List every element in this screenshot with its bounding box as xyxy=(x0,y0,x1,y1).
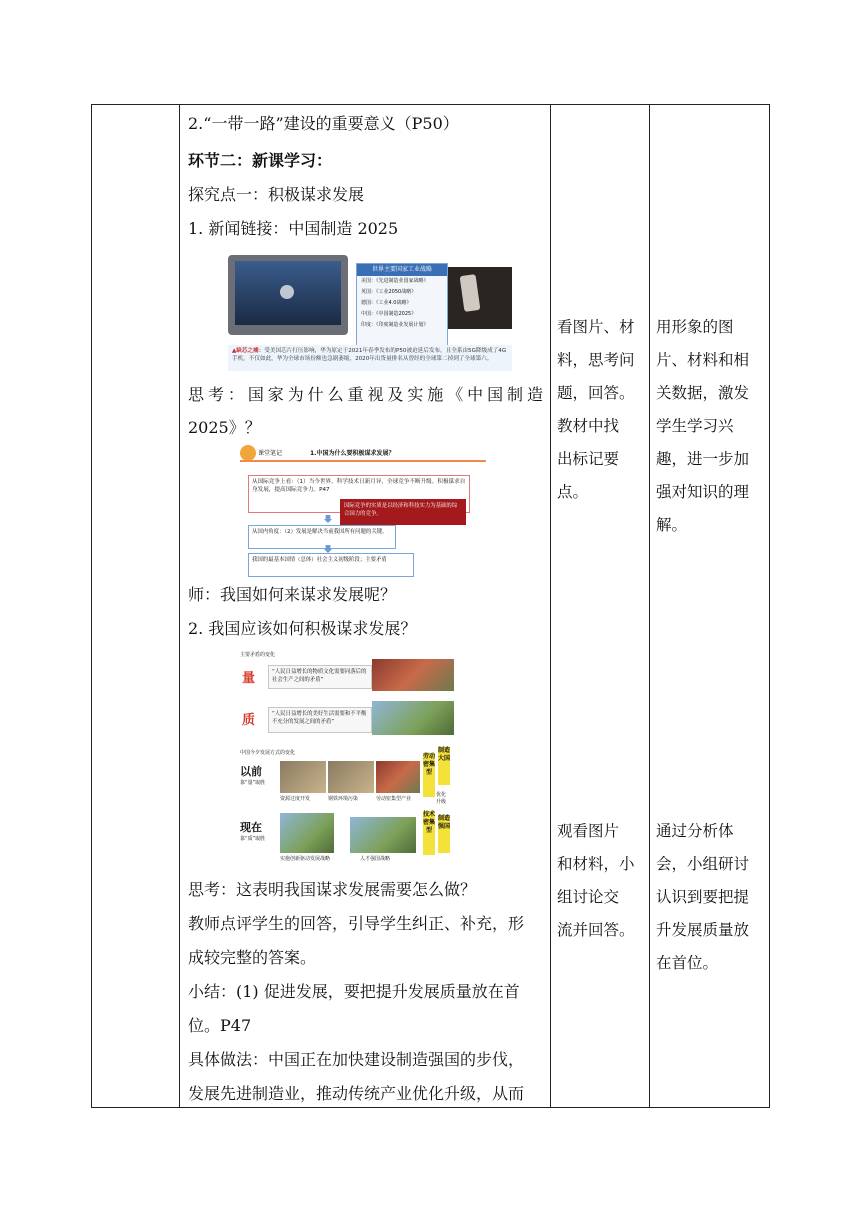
notes-question: 1.中国为什么要积极谋求发展？ xyxy=(310,450,395,457)
student-activity-cell xyxy=(551,105,650,1108)
think-char: 考 xyxy=(207,385,224,404)
intent-line: 认识到要把提 xyxy=(656,888,750,906)
intent-line: 用形象的图 xyxy=(656,318,734,336)
think-char: 施 xyxy=(427,385,444,404)
think-char: 实 xyxy=(407,385,424,404)
quality-label: 质 xyxy=(242,713,256,728)
caption: 劳动密集型产业 xyxy=(376,796,412,802)
steel-photo xyxy=(328,761,374,793)
teacher-question: 师：我国如何来谋求发展呢？ xyxy=(188,585,397,604)
caption: 钢铁环境污染 xyxy=(328,796,359,802)
think-char: 么 xyxy=(327,385,344,404)
innovation-photo xyxy=(280,813,334,853)
tech-intensive-tag: 技术密集型 xyxy=(423,811,435,855)
section-heading: 环节二：新课学习： xyxy=(188,151,333,170)
intent-line: 关数据，激发 xyxy=(656,384,750,402)
teacher-eval-2: 成较完整的答案。 xyxy=(188,948,317,967)
lesson-table xyxy=(91,104,770,1108)
panel-title: 世界主要国家工业战略 xyxy=(357,264,447,276)
now-label: 现在 xyxy=(240,821,262,834)
intent-line: 升发展质量放 xyxy=(656,921,750,939)
design-intent-1 xyxy=(656,311,762,542)
old-contradiction-box: “人民日益增长的物质文化需要同落后的社会生产之间的矛盾” xyxy=(268,665,372,689)
method-1: 具体做法：中国正在加快建设制造强国的步伐， xyxy=(188,1050,525,1069)
chip-caption xyxy=(228,345,512,371)
dev-title-1: 主要矛盾的变化 xyxy=(240,652,276,658)
activity-line: 出标记要 xyxy=(557,450,620,468)
strategy-row: 印度：《印度制造业发展计划》 xyxy=(361,322,429,328)
development-change-image xyxy=(240,651,470,863)
summary-2: 位。P47 xyxy=(188,1016,252,1035)
upgrade-label: 优化升级 xyxy=(436,792,447,805)
before-sub: 靠“量”取胜 xyxy=(240,780,266,786)
notes-box-national xyxy=(248,553,414,577)
strategy-row: 英国：《工业2050战略》 xyxy=(361,289,417,295)
intent-line: 在首位。 xyxy=(656,954,719,972)
line-belt-road: 2.“一带一路”建设的重要意义（P50） xyxy=(188,114,459,133)
new-era-photo xyxy=(372,701,454,735)
think-char: 为 xyxy=(287,385,304,404)
think-char: 中 xyxy=(467,385,484,404)
activity-line: 流并回答。 xyxy=(557,921,635,939)
think-char: 家 xyxy=(267,385,284,404)
activity-line: 看图片、材 xyxy=(557,318,635,336)
intent-line: 会，小组研讨 xyxy=(656,855,750,873)
blank-column-cell xyxy=(92,105,180,1108)
intent-line: 趣，进一步加 xyxy=(656,450,750,468)
intent-line: 学生学习兴 xyxy=(656,417,734,435)
method-2: 发展先进制造业，推动传统产业优化升级，从而 xyxy=(188,1084,525,1103)
think-char: 思 xyxy=(188,385,205,404)
teaching-content-cell xyxy=(180,105,551,1108)
intent-line: 通过分析体 xyxy=(656,822,734,840)
before-label: 以前 xyxy=(240,765,262,778)
phone-photo xyxy=(448,267,512,329)
think-char: 制 xyxy=(507,385,524,404)
design-intent-2 xyxy=(656,815,762,980)
class-notes-image xyxy=(240,445,486,577)
activity-line: 点。 xyxy=(557,483,589,501)
think-char: ： xyxy=(227,385,244,404)
think-question-1-cont: 2025》？ xyxy=(188,418,261,437)
think-char: 《 xyxy=(447,385,464,404)
notes-tag: 课堂笔记 xyxy=(258,450,283,457)
resource-photo xyxy=(280,761,326,793)
student-activity-2 xyxy=(557,815,643,947)
intent-line: 解。 xyxy=(656,516,688,534)
think-char: 什 xyxy=(307,385,324,404)
notes-box-text: 我国的最基本国情（总体）社会主义初级阶段；主要矛盾 xyxy=(252,557,387,563)
news-video-thumbnail xyxy=(228,255,348,335)
labor-intensive-tag: 劳动密集型 xyxy=(423,753,435,797)
activity-line: 和材料，小 xyxy=(557,855,635,873)
think-question-1 xyxy=(188,381,543,409)
caption: 人才强国战略 xyxy=(360,856,391,862)
caption: 资源过度开发 xyxy=(280,796,311,802)
notes-red-box xyxy=(340,499,466,525)
think-char: 及 xyxy=(387,385,404,404)
caption-text: 受美国芯片打压影响，华为原定于2021年春季发布的P50被迫延后发布，且全系由5G降级成了4G手机。不仅如此，华为全球市场份额也急剧萎缩，2020年出货量排名从曾经的全球第二掉到了全球第六。 xyxy=(232,348,507,362)
notes-box-domestic xyxy=(248,525,396,549)
manufacturing-strong-tag: 制造强国 xyxy=(438,815,450,853)
manufacturing-power-tag: 制造大国 xyxy=(438,747,450,785)
notes-box-text: 从国内角度：（2）发展是解决当前我国所有问题的关键。 xyxy=(252,529,388,535)
labor-photo xyxy=(376,761,420,793)
explore-point: 探究点一：积极谋求发展 xyxy=(188,185,365,204)
arrow-down-icon xyxy=(324,515,332,523)
notes-red-text: 国际竞争的实质是以经济和科技实力为基础的综合国力的竞争。 xyxy=(344,503,458,517)
intent-line: 片、材料和相 xyxy=(656,351,750,369)
notes-box-text: 从国际竞争上看：（1）当今世界，科学技术日新月异，全球竞争不断升级。积极谋求自身发展，提高国际竞争力。P47 xyxy=(252,479,466,493)
play-icon xyxy=(280,285,294,299)
design-intent-cell xyxy=(650,105,770,1108)
now-sub: 靠“质”取胜 xyxy=(240,836,266,842)
intent-line: 强对知识的理 xyxy=(656,483,750,501)
think-char: 视 xyxy=(367,385,384,404)
dev-title-2: 中国今夕发展方式的变化 xyxy=(240,750,296,756)
activity-line: 教材中找 xyxy=(557,417,620,435)
strategy-row: 美国：《先进制造业国家战略》 xyxy=(361,278,429,284)
news-link: 1. 新闻链接：中国制造 2025 xyxy=(188,219,399,238)
student-activity-1 xyxy=(557,311,643,509)
think-char: 国 xyxy=(487,385,504,404)
think-char: 造 xyxy=(526,385,543,404)
strategy-row: 德国：《工业4.0战略》 xyxy=(361,300,412,306)
teacher-eval-1: 教师点评学生的回答，引导学生纠正、补充，形 xyxy=(188,914,525,933)
activity-line: 组讨论交 xyxy=(557,888,620,906)
caption: 实施创新驱动发展战略 xyxy=(280,856,331,862)
strategy-row: 中国：《中国制造2025》 xyxy=(361,311,417,317)
new-contradiction-box: “人民日益增长的美好生活需要和不平衡不充分的发展之间的矛盾” xyxy=(268,707,372,733)
old-era-photo xyxy=(372,659,454,691)
caption-label: ▲缺芯之痛： xyxy=(232,348,265,354)
notes-icon xyxy=(240,445,256,461)
think-char: 重 xyxy=(347,385,364,404)
quantity-label: 量 xyxy=(242,671,256,686)
activity-line: 观看图片 xyxy=(557,822,620,840)
think-char: 国 xyxy=(247,385,264,404)
industry-strategy-panel xyxy=(356,263,448,347)
how-to-develop: 2. 我国应该如何积极谋求发展？ xyxy=(188,619,417,638)
summary-1: 小结：(1) 促进发展，要把提升发展质量放在首 xyxy=(188,982,520,1001)
activity-line: 题，回答。 xyxy=(557,384,635,402)
think-question-2: 思考：这表明我国谋求发展需要怎么做？ xyxy=(188,880,477,899)
activity-line: 料，思考问 xyxy=(557,351,635,369)
talent-photo xyxy=(350,817,416,853)
